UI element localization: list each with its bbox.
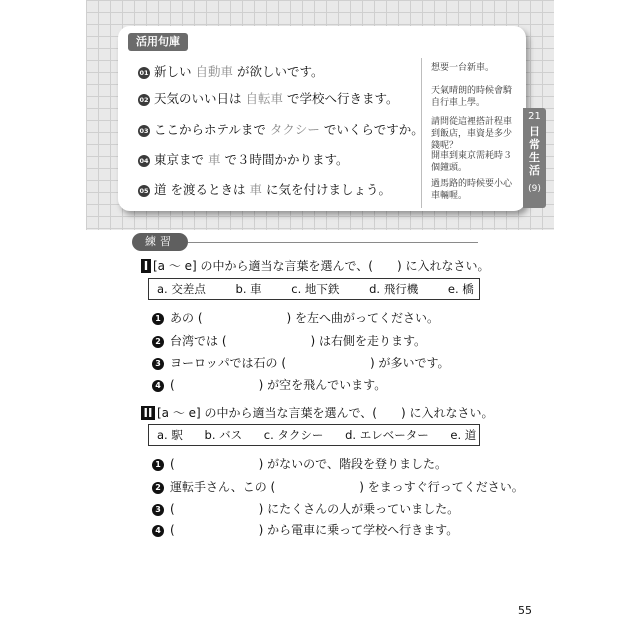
question-number: 3 <box>152 358 164 370</box>
translation-1: 想要一台新車。 <box>431 63 495 73</box>
question-2-4 <box>152 521 458 538</box>
question-text: ヨーロッパでは石の ( ) が多いです。 <box>170 356 450 370</box>
choice-box-2 <box>148 424 480 446</box>
choice-item: e. 橋 <box>447 282 474 296</box>
translation-5: 過馬路的時候要小心車輛喔。 <box>431 179 513 201</box>
choice-item: a. 駅 <box>157 428 183 442</box>
example-keyword: 自転車 <box>245 91 283 106</box>
example-text-post: に気を付けましょう。 <box>261 182 391 197</box>
choice-item: c. 地下鉄 <box>291 282 340 296</box>
example-text-pre: 道 を渡るときは <box>154 182 250 197</box>
choice-item: c. タクシー <box>263 428 324 442</box>
example-number-badge: 01 <box>139 68 149 77</box>
question-text: ( ) にたくさんの人が乗っていました。 <box>170 502 460 516</box>
question-text: あの ( ) を左へ曲がってください。 <box>170 311 439 325</box>
question-number: 1 <box>152 459 164 471</box>
choice-item: b. バス <box>204 428 243 442</box>
question-number: 2 <box>152 336 164 348</box>
example-text-post: でいくらですか。 <box>319 122 424 137</box>
choice-item: a. 交差点 <box>157 282 206 296</box>
example-text-post: が欲しいです。 <box>233 64 324 79</box>
question-1-4 <box>152 376 386 393</box>
choice-box-1 <box>148 278 480 300</box>
example-sentence-2 <box>138 89 398 107</box>
card-title: 活用句庫 <box>128 33 188 51</box>
section-1-title <box>141 257 489 274</box>
translation-2: 天氣晴朗的時候會騎自行車上學。 <box>431 86 513 108</box>
question-text: ( ) が空を飛んでいます。 <box>170 378 387 392</box>
chapter-number: 21 <box>528 111 541 122</box>
chapter-sub: (9) <box>528 184 541 194</box>
section-2-title <box>141 404 493 421</box>
example-sentence-5 <box>138 180 391 198</box>
example-keyword: 自動車 <box>195 64 233 79</box>
translation-3: 請問從這裡搭計程車到飯店，車資是多少錢呢？ <box>431 117 513 151</box>
question-text: 台湾では ( ) は右側を走ります。 <box>170 334 427 348</box>
choice-item: d. エレベーター <box>345 428 429 442</box>
question-number: 2 <box>152 482 164 494</box>
translation-4: 開車到東京需耗時３個鐘頭。 <box>431 151 513 173</box>
example-text-pre: ここからホテルまで <box>154 122 270 137</box>
question-number: 1 <box>152 313 164 325</box>
question-number: 3 <box>152 504 164 516</box>
question-1-2 <box>152 332 426 349</box>
section-instruction: [a ～ e] の中から適当な言葉を選んで、( ) に入れなさい。 <box>157 406 494 420</box>
question-text: ( ) から電車に乗って学校へ行きます。 <box>170 523 459 537</box>
question-2-1 <box>152 455 447 472</box>
question-1-1 <box>152 309 439 326</box>
question-number: 4 <box>152 525 164 537</box>
question-2-3 <box>152 500 459 517</box>
example-keyword: タクシー <box>269 122 320 137</box>
practice-rule <box>188 242 478 243</box>
example-sentence-4 <box>138 150 348 168</box>
roman-numeral-badge: II <box>141 406 155 420</box>
example-number-badge: 02 <box>139 95 149 104</box>
example-text-post: で学校へ行きます。 <box>283 91 399 106</box>
example-text-pre: 天気のいい日は <box>154 91 246 106</box>
choice-item: b. 車 <box>235 282 262 296</box>
chapter-tab <box>523 108 546 208</box>
example-sentence-1 <box>138 62 323 80</box>
practice-label: 練習 <box>132 233 188 251</box>
example-keyword: 車 <box>249 182 262 197</box>
example-sentence-3 <box>138 120 424 138</box>
example-text-pre: 東京まで <box>154 152 208 167</box>
example-keyword: 車 <box>207 152 221 167</box>
example-text-post: で３時間かかります。 <box>220 152 349 167</box>
choice-item: e. 道 <box>450 428 477 442</box>
example-number-badge: 03 <box>139 126 149 135</box>
question-number: 4 <box>152 380 164 392</box>
page-number: 55 <box>518 604 532 617</box>
example-number-badge: 05 <box>139 186 149 195</box>
section-instruction: [a ～ e] の中から適当な言葉を選んで、( ) に入れなさい。 <box>153 259 490 273</box>
question-2-2 <box>152 478 524 495</box>
roman-numeral-badge: I <box>141 259 151 273</box>
chapter-label: 日 常 生 活 <box>529 125 540 177</box>
question-1-3 <box>152 354 450 371</box>
example-number-badge: 04 <box>139 156 149 165</box>
example-text-pre: 新しい <box>154 64 196 79</box>
question-text: 運転手さん、この ( ) をまっすぐ行ってください。 <box>170 480 524 494</box>
choice-item: d. 飛行機 <box>369 282 419 296</box>
question-text: ( ) がないので、階段を登りました。 <box>170 457 447 471</box>
